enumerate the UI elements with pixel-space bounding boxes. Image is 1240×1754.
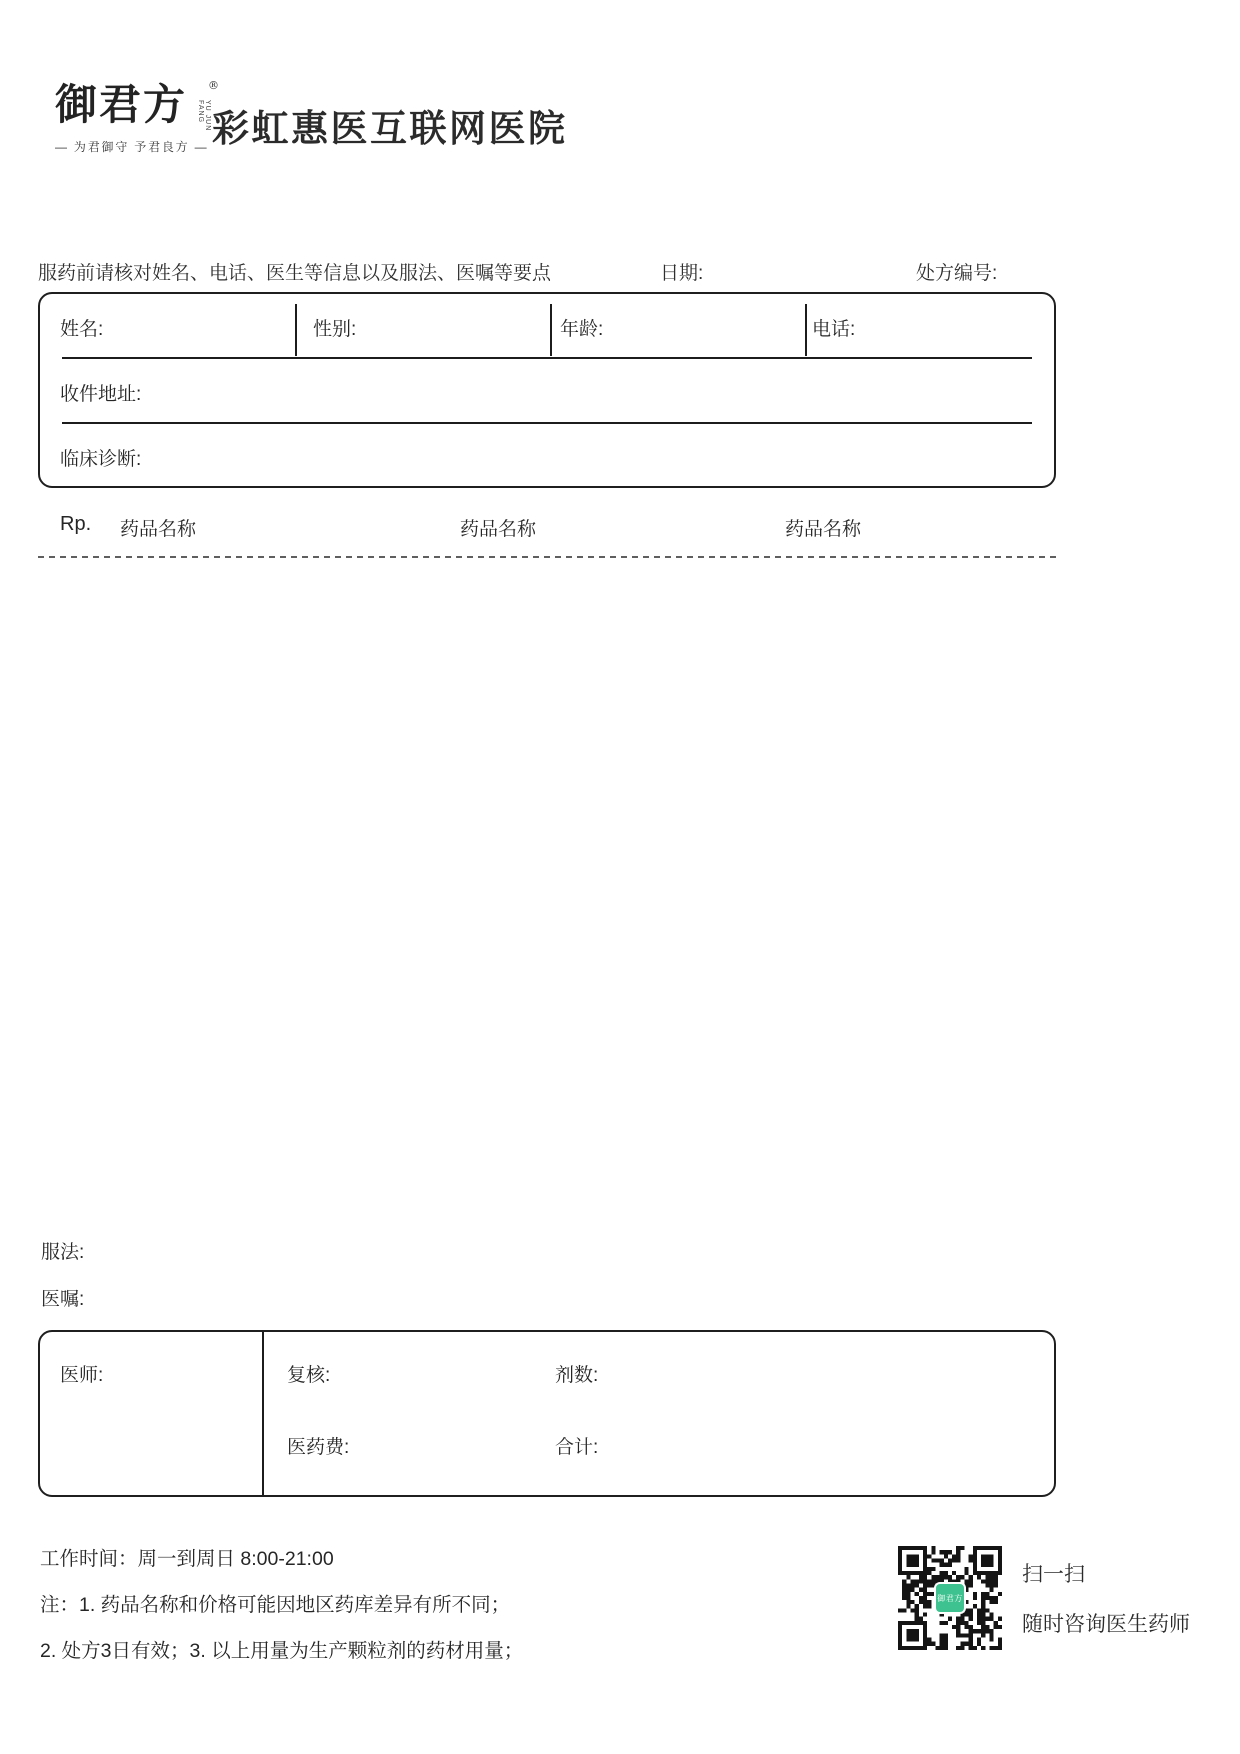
review-label: 复核: <box>287 1365 331 1386</box>
dose-count-label: 剂数: <box>555 1365 599 1386</box>
drug-name-header: 药品名称 <box>120 519 197 540</box>
qr-caption-scan: 扫一扫 <box>1022 1563 1085 1586</box>
registered-trademark-icon: ® <box>208 79 221 92</box>
qr-caption-consult: 随时咨询医生药师 <box>1022 1613 1190 1636</box>
field-divider <box>550 304 552 356</box>
name-label: 姓名: <box>60 319 104 340</box>
brand-name: 御君方 <box>55 80 188 129</box>
patient-row-address <box>40 359 1054 424</box>
advice-label: 医嘱: <box>41 1289 85 1310</box>
notes-line-2: 2. 处方3日有效；3. 以上用量为生产颗粒剂的药材用量； <box>40 1640 524 1662</box>
field-divider <box>805 304 807 356</box>
brand-name-text <box>55 79 221 129</box>
patient-row-basic <box>40 294 1054 359</box>
signoff-box <box>38 1330 1056 1497</box>
qr-center-logo: 御君方 <box>934 1582 966 1614</box>
dashed-separator <box>38 556 1056 558</box>
usage-label: 服法: <box>41 1242 85 1263</box>
medicine-fee-label: 医药费: <box>287 1437 350 1458</box>
age-label: 年龄: <box>560 319 604 340</box>
brand-logo <box>55 79 221 155</box>
drug-name-header: 药品名称 <box>785 519 862 540</box>
qr-code <box>898 1546 1002 1650</box>
patient-info-box <box>38 292 1056 488</box>
hospital-title: 彩虹惠医互联网医院 <box>212 108 568 149</box>
notes-line-1: 注：1. 药品名称和价格可能因地区药库差异有所不同； <box>40 1594 511 1616</box>
rp-label: Rp. <box>60 513 92 535</box>
brand-vertical-text: YU JUN FANG <box>197 100 211 132</box>
drug-name-header: 药品名称 <box>460 519 537 540</box>
address-label: 收件地址: <box>60 384 142 405</box>
signoff-divider <box>262 1332 264 1495</box>
date-label: 日期: <box>660 263 704 284</box>
total-label: 合计: <box>555 1437 599 1458</box>
check-reminder-text: 服药前请核对姓名、电话、医生等信息以及服法、医嘱等要点 <box>38 263 552 284</box>
rx-header-row <box>38 513 1056 543</box>
brand-tagline: — 为君御守 予君良方 — <box>55 140 209 155</box>
patient-row-diagnosis <box>40 424 1054 489</box>
diagnosis-label: 临床诊断: <box>60 449 142 470</box>
rx-number-label: 处方编号: <box>916 263 998 284</box>
gender-label: 性别: <box>313 319 357 340</box>
field-divider <box>295 304 297 356</box>
physician-label: 医师: <box>60 1365 104 1386</box>
phone-label: 电话: <box>812 319 856 340</box>
work-hours-text: 工作时间：周一到周日 8:00-21:00 <box>40 1548 334 1570</box>
